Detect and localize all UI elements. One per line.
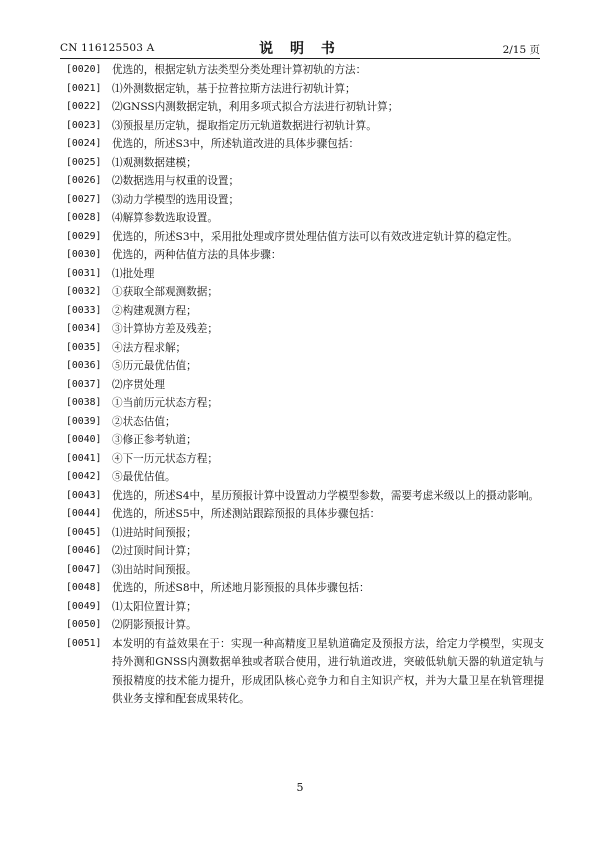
paragraph-text: 优选的，所述S8中，所述地月影预报的具体步骤包括： — [112, 582, 370, 594]
paragraph-number: [0038] — [66, 397, 102, 408]
paragraph-text: ④下一历元状态方程； — [112, 452, 218, 465]
paragraph — [66, 265, 544, 284]
paragraph — [66, 246, 544, 265]
paragraph-text: ②构建观测方程； — [112, 304, 197, 317]
paragraph — [66, 135, 544, 154]
paragraph-text: 优选的，所述S3中，所述轨道改进的具体步骤包括： — [112, 138, 360, 150]
paragraph — [66, 283, 544, 302]
paragraph-number: [0048] — [66, 582, 102, 593]
paragraph — [66, 598, 544, 617]
paragraph — [66, 394, 544, 413]
paragraph-text: 本发明的有益效果在于：实现一种高精度卫星轨道确定及预报方法，给定力学模型，实现支持外测和GNSS内测数据单独或者联合使用，进行轨道改进，突破低轨航天器的轨道定轨与预报精度的技术能力提升，形成团队核心竞争力和自主知识产权，并为大量卫星在轨管理提供业务支撑和配套成果转化。 — [112, 637, 544, 705]
paragraph-text: 优选的，所述S3中，采用批处理或序贯处理估值方法可以有效改进定轨计算的稳定性。 — [112, 230, 518, 243]
paragraph-text: ⑴批处理 — [112, 267, 155, 280]
paragraph-number: [0044] — [66, 508, 102, 519]
paragraph — [66, 487, 544, 506]
paragraph-text: ⑴外测数据定轨，基于拉普拉斯方法进行初轨计算； — [112, 82, 356, 95]
paragraph-number: [0035] — [66, 341, 102, 353]
paragraph-text: ②状态估值； — [112, 415, 176, 428]
paragraph-text: 优选的，根据定轨方法类型分类处理计算初轨的方法： — [112, 64, 367, 76]
paragraph-number: [0050] — [66, 619, 102, 630]
paragraph — [66, 98, 544, 117]
paragraph — [66, 320, 544, 339]
paragraph — [66, 172, 544, 191]
paragraph-text: ③修正参考轨道； — [112, 434, 197, 446]
paragraph-text: 优选的，所述S4中，星历预报计算中设置动力学模型参数，需要考虑米级以上的摄动影响。 — [112, 489, 540, 502]
page-number: 5 — [296, 781, 304, 794]
paragraph — [66, 524, 544, 543]
paragraph — [66, 209, 544, 228]
paragraph — [66, 542, 544, 561]
paragraph-text: ⑶预报星历定轨，提取指定历元轨道数据进行初轨计算。 — [112, 119, 377, 132]
paragraph-number: [0045] — [66, 526, 102, 538]
paragraph — [66, 376, 544, 395]
paragraph-text: ④法方程求解； — [112, 341, 187, 354]
paragraph — [66, 117, 544, 136]
paragraph-number: [0034] — [66, 323, 102, 334]
paragraph-number: [0040] — [66, 434, 102, 445]
paragraph — [66, 357, 544, 376]
paragraph-text: 优选的，所述S5中，所述测站跟踪预报的具体步骤包括： — [112, 508, 381, 520]
paragraph-number: [0039] — [66, 415, 102, 427]
paragraph-number: [0023] — [66, 119, 102, 131]
paragraph — [66, 450, 544, 469]
paragraph — [66, 61, 544, 80]
paragraph — [66, 579, 544, 598]
paragraph-number: [0041] — [66, 452, 102, 464]
header-rule — [60, 58, 540, 59]
paragraph-text: ⑵过顶时间计算； — [112, 545, 197, 557]
paragraph-number: [0030] — [66, 249, 102, 260]
paragraph-text: ⑴观测数据建模； — [112, 156, 197, 169]
paragraph-text: ①获取全部观测数据； — [112, 286, 218, 298]
paragraph-text: ⑷解算参数选取设置。 — [112, 212, 218, 224]
paragraph-text: ⑵数据选用与权重的设置； — [112, 175, 240, 187]
paragraph-text: ⑶动力学模型的选用设置； — [112, 193, 240, 206]
paragraph-number: [0037] — [66, 378, 102, 390]
page-indicator: 2/15 页 — [502, 44, 540, 56]
document-body — [66, 61, 544, 709]
paragraph-text: ⑵阴影预报计算。 — [112, 619, 197, 631]
paragraph-number: [0020] — [66, 64, 102, 75]
paragraph-number: [0028] — [66, 212, 102, 223]
paragraph-number: [0022] — [66, 101, 102, 112]
paragraph — [66, 561, 544, 580]
paragraph-text: ⑵GNSS内测数据定轨，利用多项式拟合方法进行初轨计算； — [112, 101, 399, 113]
paragraph-number: [0025] — [66, 156, 102, 168]
paragraph-number: [0049] — [66, 600, 102, 612]
paragraph-text: ①当前历元状态方程； — [112, 397, 218, 409]
paragraph-text: 优选的，两种估值方法的具体步骤： — [112, 249, 282, 261]
paragraph-number: [0036] — [66, 360, 102, 371]
paragraph-number: [0042] — [66, 471, 102, 482]
paragraph-number: [0046] — [66, 545, 102, 556]
paragraph — [66, 616, 544, 635]
paragraph-text: ⑤最优估值。 — [112, 471, 176, 483]
document-title: 说 明 书 — [259, 41, 341, 57]
publication-number: CN 116125503 A — [60, 42, 155, 54]
paragraph-text: ③计算协方差及残差； — [112, 323, 218, 335]
paragraph — [66, 505, 544, 524]
page-header — [60, 38, 540, 56]
paragraph — [66, 339, 544, 358]
paragraph — [66, 191, 544, 210]
paragraph-text: ⑴太阳位置计算； — [112, 600, 197, 613]
paragraph-number: [0031] — [66, 267, 102, 279]
paragraph — [66, 468, 544, 487]
paragraph-number: [0051] — [66, 637, 102, 649]
paragraph — [66, 413, 544, 432]
paragraph-number: [0043] — [66, 489, 102, 501]
paragraph-text: ⑤历元最优估值； — [112, 360, 197, 372]
paragraph-number: [0033] — [66, 304, 102, 316]
paragraph — [66, 302, 544, 321]
paragraph-number: [0029] — [66, 230, 102, 242]
paragraph — [66, 228, 544, 247]
paragraph-number: [0027] — [66, 193, 102, 205]
paragraph-number: [0032] — [66, 286, 102, 297]
paragraph-text: ⑶出站时间预报。 — [112, 563, 197, 576]
paragraph — [66, 154, 544, 173]
paragraph-number: [0024] — [66, 138, 102, 149]
paragraph-number: [0047] — [66, 563, 102, 575]
paragraph — [66, 635, 544, 709]
paragraph-text: ⑴进站时间预报； — [112, 526, 197, 539]
paragraph — [66, 80, 544, 99]
paragraph — [66, 431, 544, 450]
paragraph-number: [0026] — [66, 175, 102, 186]
paragraph-number: [0021] — [66, 82, 102, 94]
paragraph-text: ⑵序贯处理 — [112, 378, 165, 391]
